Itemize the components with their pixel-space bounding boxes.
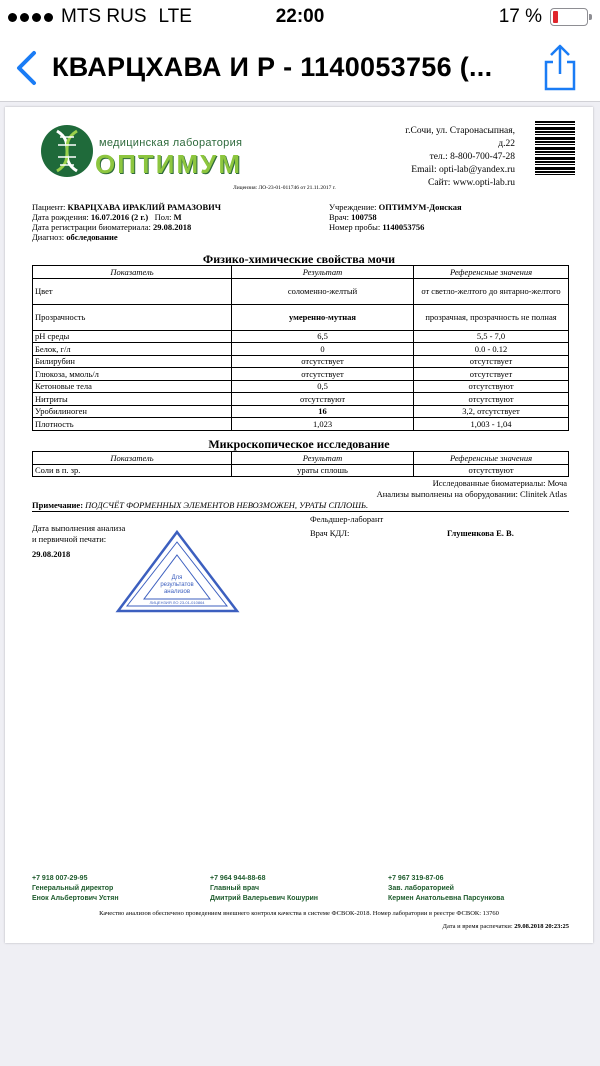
table-row: pH среды 6,5 5,5 - 7,0 <box>33 330 569 343</box>
barcode <box>535 121 575 177</box>
network-type: LTE <box>158 6 192 27</box>
chevron-left-icon <box>8 48 48 88</box>
section-title-physchem: Физико-химические свойства мочи <box>202 252 396 266</box>
print-datetime: Дата и время распечатки: 29.08.2018 20:23:25 <box>442 923 569 930</box>
svg-text:Для: Для <box>171 575 183 581</box>
table-row: Нитриты отсутствуют отсутствуют <box>33 393 569 406</box>
column-header: Показатель <box>33 452 232 465</box>
table-row: Прозрачность умеренно-мутная прозрачная, прозрачность не полная <box>33 304 569 330</box>
lab-logo <box>39 119 249 181</box>
note: Примечание: ПОДСЧЁТ ФОРМЕННЫХ ЭЛЕМЕНТОВ НЕВОЗМОЖЕН, УРАТЫ СПЛОШЬ. <box>32 500 569 512</box>
physchem-table <box>32 265 569 431</box>
execution-date-block: Дата выполнения анализа и первичной печати: 29.08.2018 <box>32 523 126 559</box>
page-title: КВАРЦХАВА И Р - 1140053756 (... <box>52 52 493 82</box>
navigation-bar <box>0 34 600 102</box>
logo-name: ОПТИМУМ <box>95 149 242 179</box>
back-button[interactable] <box>8 48 48 88</box>
kdl-name: Глушенкова Е. В. <box>447 528 514 538</box>
svg-text:ЛИЦЕНЗИЯ ЛО 23-01-010864: ЛИЦЕНЗИЯ ЛО 23-01-010864 <box>149 600 205 605</box>
svg-text:результатов: результатов <box>160 582 194 588</box>
microscopy-table <box>32 451 569 477</box>
status-time: 22:00 <box>275 6 325 27</box>
table-row: Соли в п. зр. ураты сплошь отсутствуют <box>33 464 569 477</box>
pdf-document-page[interactable] <box>5 107 593 943</box>
column-header: Показатель <box>33 266 232 279</box>
table-row: Уробилиноген 16 3,2, отсутствует <box>33 405 569 418</box>
table-row: Белок, г/л 0 0.0 - 0.12 <box>33 343 569 356</box>
status-bar <box>0 0 600 34</box>
table-row: Цвет соломенно-желтый от светло-желтого до янтарно-желтого <box>33 278 569 304</box>
contact-director: +7 918 007-29-95 Генеральный директор Енок Альбертович Устян <box>32 875 119 902</box>
table-row: Билирубин отсутствует отсутствует <box>33 355 569 368</box>
table-row: Глюкоза, ммоль/л отсутствует отсутствует <box>33 368 569 381</box>
share-button[interactable] <box>540 44 580 92</box>
section-title-microscopy: Микроскопическое исследование <box>208 437 390 451</box>
logo-subtitle: медицинская лаборатория <box>99 137 243 149</box>
contact-chief-doctor: +7 964 944-88-68 Главный врач Дмитрий Валерьевич Кошурин <box>210 875 318 902</box>
kdl-label: Врач КДЛ: <box>310 528 350 538</box>
quality-statement: Качество анализов обеспечено проведением внешнего контроля качества в системе ФСВОК-2018. Номер лаборатории в реестре ФСВОК: 13760 <box>99 910 499 917</box>
feldsher-label: Фельдшер-лаборант <box>310 514 384 524</box>
order-info: Учреждение: ОПТИМУМ-Донская Врач: 100758 Номер пробы: 1140053756 <box>329 202 462 232</box>
column-header: Референсные значения <box>414 266 569 279</box>
biomaterial-info: Исследованные биоматериалы: Моча Анализы выполнены на оборудовании: Clinitek Atlas <box>376 478 567 499</box>
column-header: Результат <box>232 452 414 465</box>
license-text: Лицензия: ЛО-23-01-011746 от 21.11.2017 г. <box>233 185 336 191</box>
battery-level <box>553 11 558 23</box>
battery-icon <box>550 8 588 26</box>
lab-address: г.Сочи, ул. Старонасыпная, д.22 тел.: 8-800-700-47-28 Email: opti-lab@yandex.ru Сайт: www.opti-lab.ru <box>405 126 515 188</box>
table-row: Плотность 1,023 1,003 - 1,04 <box>33 418 569 431</box>
battery-percent: 17 % <box>498 6 542 27</box>
svg-text:анализов: анализов <box>163 589 191 595</box>
carrier-name: MTS RUS <box>61 6 147 27</box>
share-icon <box>540 44 580 92</box>
column-header: Референсные значения <box>414 452 569 465</box>
table-row: Кетоновые тела 0,5 отсутствуют <box>33 380 569 393</box>
column-header: Результат <box>232 266 414 279</box>
lab-stamp <box>115 529 240 615</box>
patient-info: Пациент: КВАРЦХАВА ИРАКЛИЙ РАМАЗОВИЧ Дата рождения: 16.07.2016 (2 г.) Пол: М Дата регистрации биоматериала: 29.08.2018 Диагноз: обследование <box>32 202 221 242</box>
contact-lab-head: +7 967 319-87-06 Зав. лабораторией Кермен Анатольевна Парсункова <box>388 875 505 902</box>
dna-logo-icon <box>39 123 95 179</box>
